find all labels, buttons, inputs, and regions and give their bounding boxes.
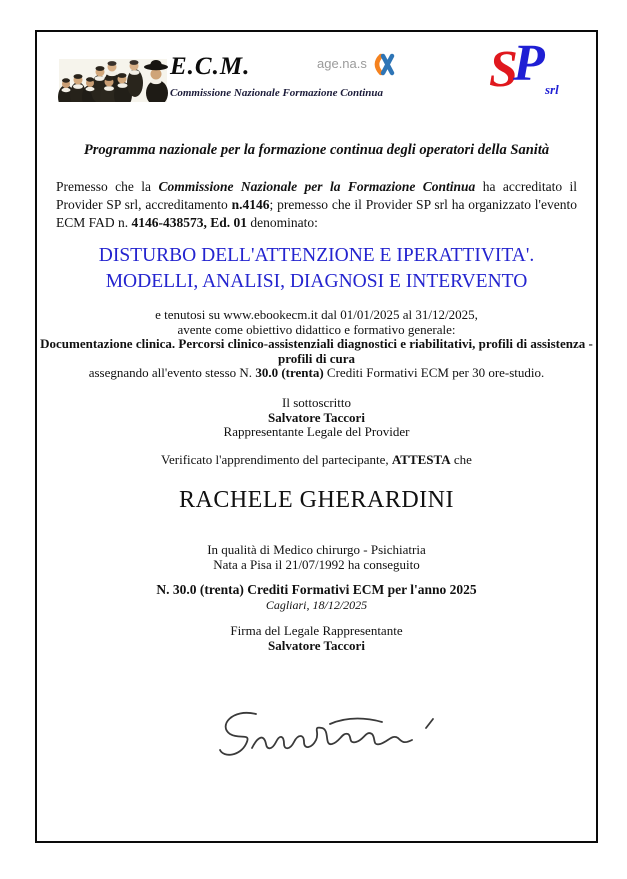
program-title: Programma nazionale per la formazione continua degli operatori della Sanità: [83, 142, 550, 158]
premise-text: denominato:: [247, 214, 318, 230]
sp-srl-logo: [489, 35, 579, 106]
participant-birth: Nata a Pisa il 21/07/1992 ha conseguito: [213, 556, 420, 572]
event-dates: e tenutosi su www.ebookecm.it dal 01/01/2025 al 31/12/2025,: [155, 307, 478, 322]
event-details: [37, 308, 596, 381]
course-title: [37, 243, 596, 294]
attestation-text: Verificato l'apprendimento del partecipante,: [161, 452, 392, 467]
premise-text: Premesso che la: [56, 179, 159, 194]
signature-name: Salvatore Taccori: [268, 637, 365, 653]
attestation-line: [37, 452, 596, 468]
sp-logo-srl: srl: [545, 82, 559, 97]
agenas-logo: [317, 52, 396, 78]
credits-assigned-line: [37, 366, 596, 381]
sp-logo-letter-s: S: [489, 41, 518, 98]
awarded-credits: N. 30.0 (trenta) Crediti Formativi ECM per l'anno 2025: [156, 582, 477, 597]
credits-text: Crediti Formativi ECM per 30 ore-studio.: [323, 365, 545, 381]
place-and-date: Cagliari, 18/12/2025: [265, 598, 368, 612]
objective-intro: avente come obiettivo didattico e formativo generale:: [177, 321, 456, 337]
premise-paragraph: [37, 178, 596, 231]
premise-text: ha accreditato il Provider SP srl, accreditamento: [56, 179, 577, 212]
commission-name: Commissione Nazionale per la Formazione Continua: [158, 179, 476, 194]
undersigned-block: [37, 396, 596, 440]
course-title-line1: DISTURBO DELL'ATTENZIONE E IPERATTIVITA'.: [98, 245, 535, 266]
premise-text: ; premesso che il Provider SP srl ha organizzato l'evento ECM FAD n.: [56, 196, 577, 230]
event-code: 4146-438573, Ed. 01: [131, 214, 248, 230]
attesta-word: ATTESTA: [391, 452, 451, 467]
handwritten-signature-icon: [212, 692, 452, 777]
credits-amount: 30.0 (trenta): [255, 365, 324, 381]
legal-rep-role: Rappresentante Legale del Provider: [223, 424, 410, 440]
certificate-border: [35, 30, 598, 843]
undersigned-label: Il sottoscritto: [282, 395, 351, 410]
signature-block: [37, 624, 596, 653]
legal-rep-name: Salvatore Taccori: [268, 409, 365, 425]
credits-text: assegnando all'evento stesso N.: [88, 365, 256, 381]
signature-label: Firma del Legale Rappresentante: [230, 623, 403, 638]
participant-name: RACHELE GHERARDINI: [179, 487, 454, 513]
attestation-text: che: [450, 452, 472, 467]
objective-text: Documentazione clinica. Percorsi clinico-assistenziali diagnostici e riabilitativi, profili di assistenza - profili di cura: [40, 336, 593, 366]
participant-info: [37, 543, 596, 572]
course-title-line2: MODELLI, ANALISI, DIAGNOSI E INTERVENTO: [105, 270, 528, 292]
agenas-label: age.na.s: [317, 56, 367, 71]
agenas-logo-icon: [369, 52, 396, 78]
group-portrait-painting-icon: [55, 57, 171, 102]
ecm-title: E.C.M.: [170, 53, 251, 80]
sp-logo-letter-p: P: [513, 35, 545, 92]
accreditation-number: n.4146: [231, 196, 270, 212]
ecm-subtitle: Commissione Nazionale Formazione Continua: [170, 87, 384, 99]
participant-qualification: In qualità di Medico chirurgo - Psichiatria: [207, 542, 426, 557]
